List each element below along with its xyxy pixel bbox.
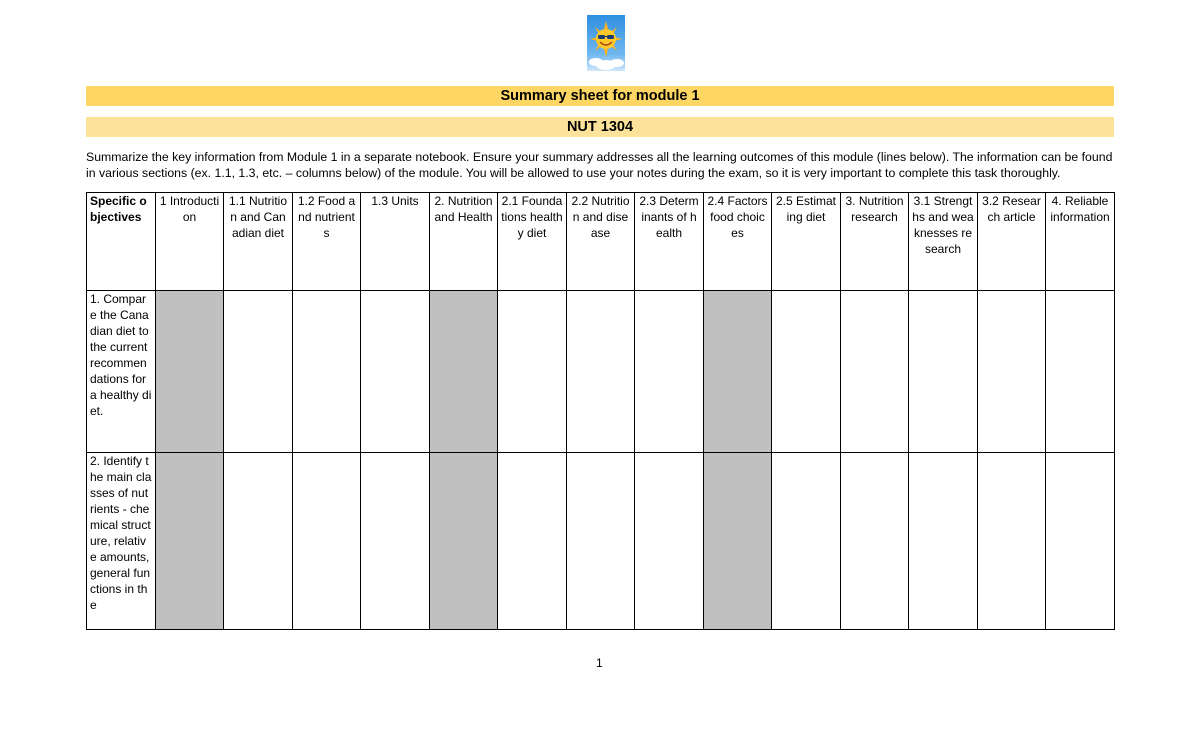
shaded-cell	[704, 291, 772, 453]
column-header: 1.3 Units	[361, 193, 430, 291]
answer-cell[interactable]	[293, 291, 361, 453]
answer-cell[interactable]	[361, 291, 430, 453]
column-header: 2.5 Estimating diet	[772, 193, 841, 291]
answer-cell[interactable]	[909, 453, 978, 630]
answer-cell[interactable]	[841, 453, 909, 630]
column-header: 4. Reliable information	[1046, 193, 1115, 291]
column-header-objectives: Specific objectives	[87, 193, 156, 291]
answer-cell[interactable]	[635, 291, 704, 453]
shaded-cell	[430, 453, 498, 630]
sun-logo-icon	[587, 15, 625, 71]
answer-cell[interactable]	[978, 291, 1046, 453]
column-header: 3.1 Strengths and weaknesses research	[909, 193, 978, 291]
column-header: 1.2 Food and nutrients	[293, 193, 361, 291]
answer-cell[interactable]	[909, 291, 978, 453]
column-header: 2.1 Foundations healthy diet	[498, 193, 567, 291]
answer-cell[interactable]	[978, 453, 1046, 630]
summary-table	[86, 192, 1115, 630]
answer-cell[interactable]	[772, 453, 841, 630]
answer-cell[interactable]	[498, 453, 567, 630]
column-header: 2.2 Nutrition and disease	[567, 193, 635, 291]
course-code: NUT 1304	[86, 117, 1114, 137]
answer-cell[interactable]	[224, 291, 293, 453]
shaded-cell	[704, 453, 772, 630]
table-row	[87, 453, 1115, 630]
column-header: 3.2 Research article	[978, 193, 1046, 291]
answer-cell[interactable]	[567, 453, 635, 630]
table-header-row	[87, 193, 1115, 291]
answer-cell[interactable]	[1046, 453, 1115, 630]
table-row	[87, 291, 1115, 453]
instructions-paragraph: Summarize the key information from Module 1 in a separate notebook. Ensure your summary addresses all the learning outcomes of this module (lines below). The information can be found in various sections (ex. 1.1, 1.3, etc. – columns below) of the module. You will be allowed to use your notes during the exam, so it is very important to complete this task thoroughly.	[86, 150, 1113, 180]
answer-cell[interactable]	[1046, 291, 1115, 453]
answer-cell[interactable]	[498, 291, 567, 453]
answer-cell[interactable]	[361, 453, 430, 630]
objective-cell: 1. Compare the Canadian diet to the current recommendations for a healthy diet.	[87, 291, 156, 453]
shaded-cell	[156, 291, 224, 453]
page-number: 1	[596, 656, 603, 670]
answer-cell[interactable]	[841, 291, 909, 453]
shaded-cell	[430, 291, 498, 453]
column-header: 2.3 Determinants of health	[635, 193, 704, 291]
column-header: 3. Nutrition research	[841, 193, 909, 291]
document-title: Summary sheet for module 1	[86, 86, 1114, 106]
shaded-cell	[156, 453, 224, 630]
column-header: 1 Introduction	[156, 193, 224, 291]
column-header: 2.4 Factors food choices	[704, 193, 772, 291]
answer-cell[interactable]	[224, 453, 293, 630]
column-header: 2. Nutrition and Health	[430, 193, 498, 291]
column-header: 1.1 Nutrition and Canadian diet	[224, 193, 293, 291]
objective-cell: 2. Identify the main classes of nutrients - chemical structure, relative amounts, general functions in the	[87, 453, 156, 630]
answer-cell[interactable]	[772, 291, 841, 453]
answer-cell[interactable]	[635, 453, 704, 630]
answer-cell[interactable]	[567, 291, 635, 453]
answer-cell[interactable]	[293, 453, 361, 630]
